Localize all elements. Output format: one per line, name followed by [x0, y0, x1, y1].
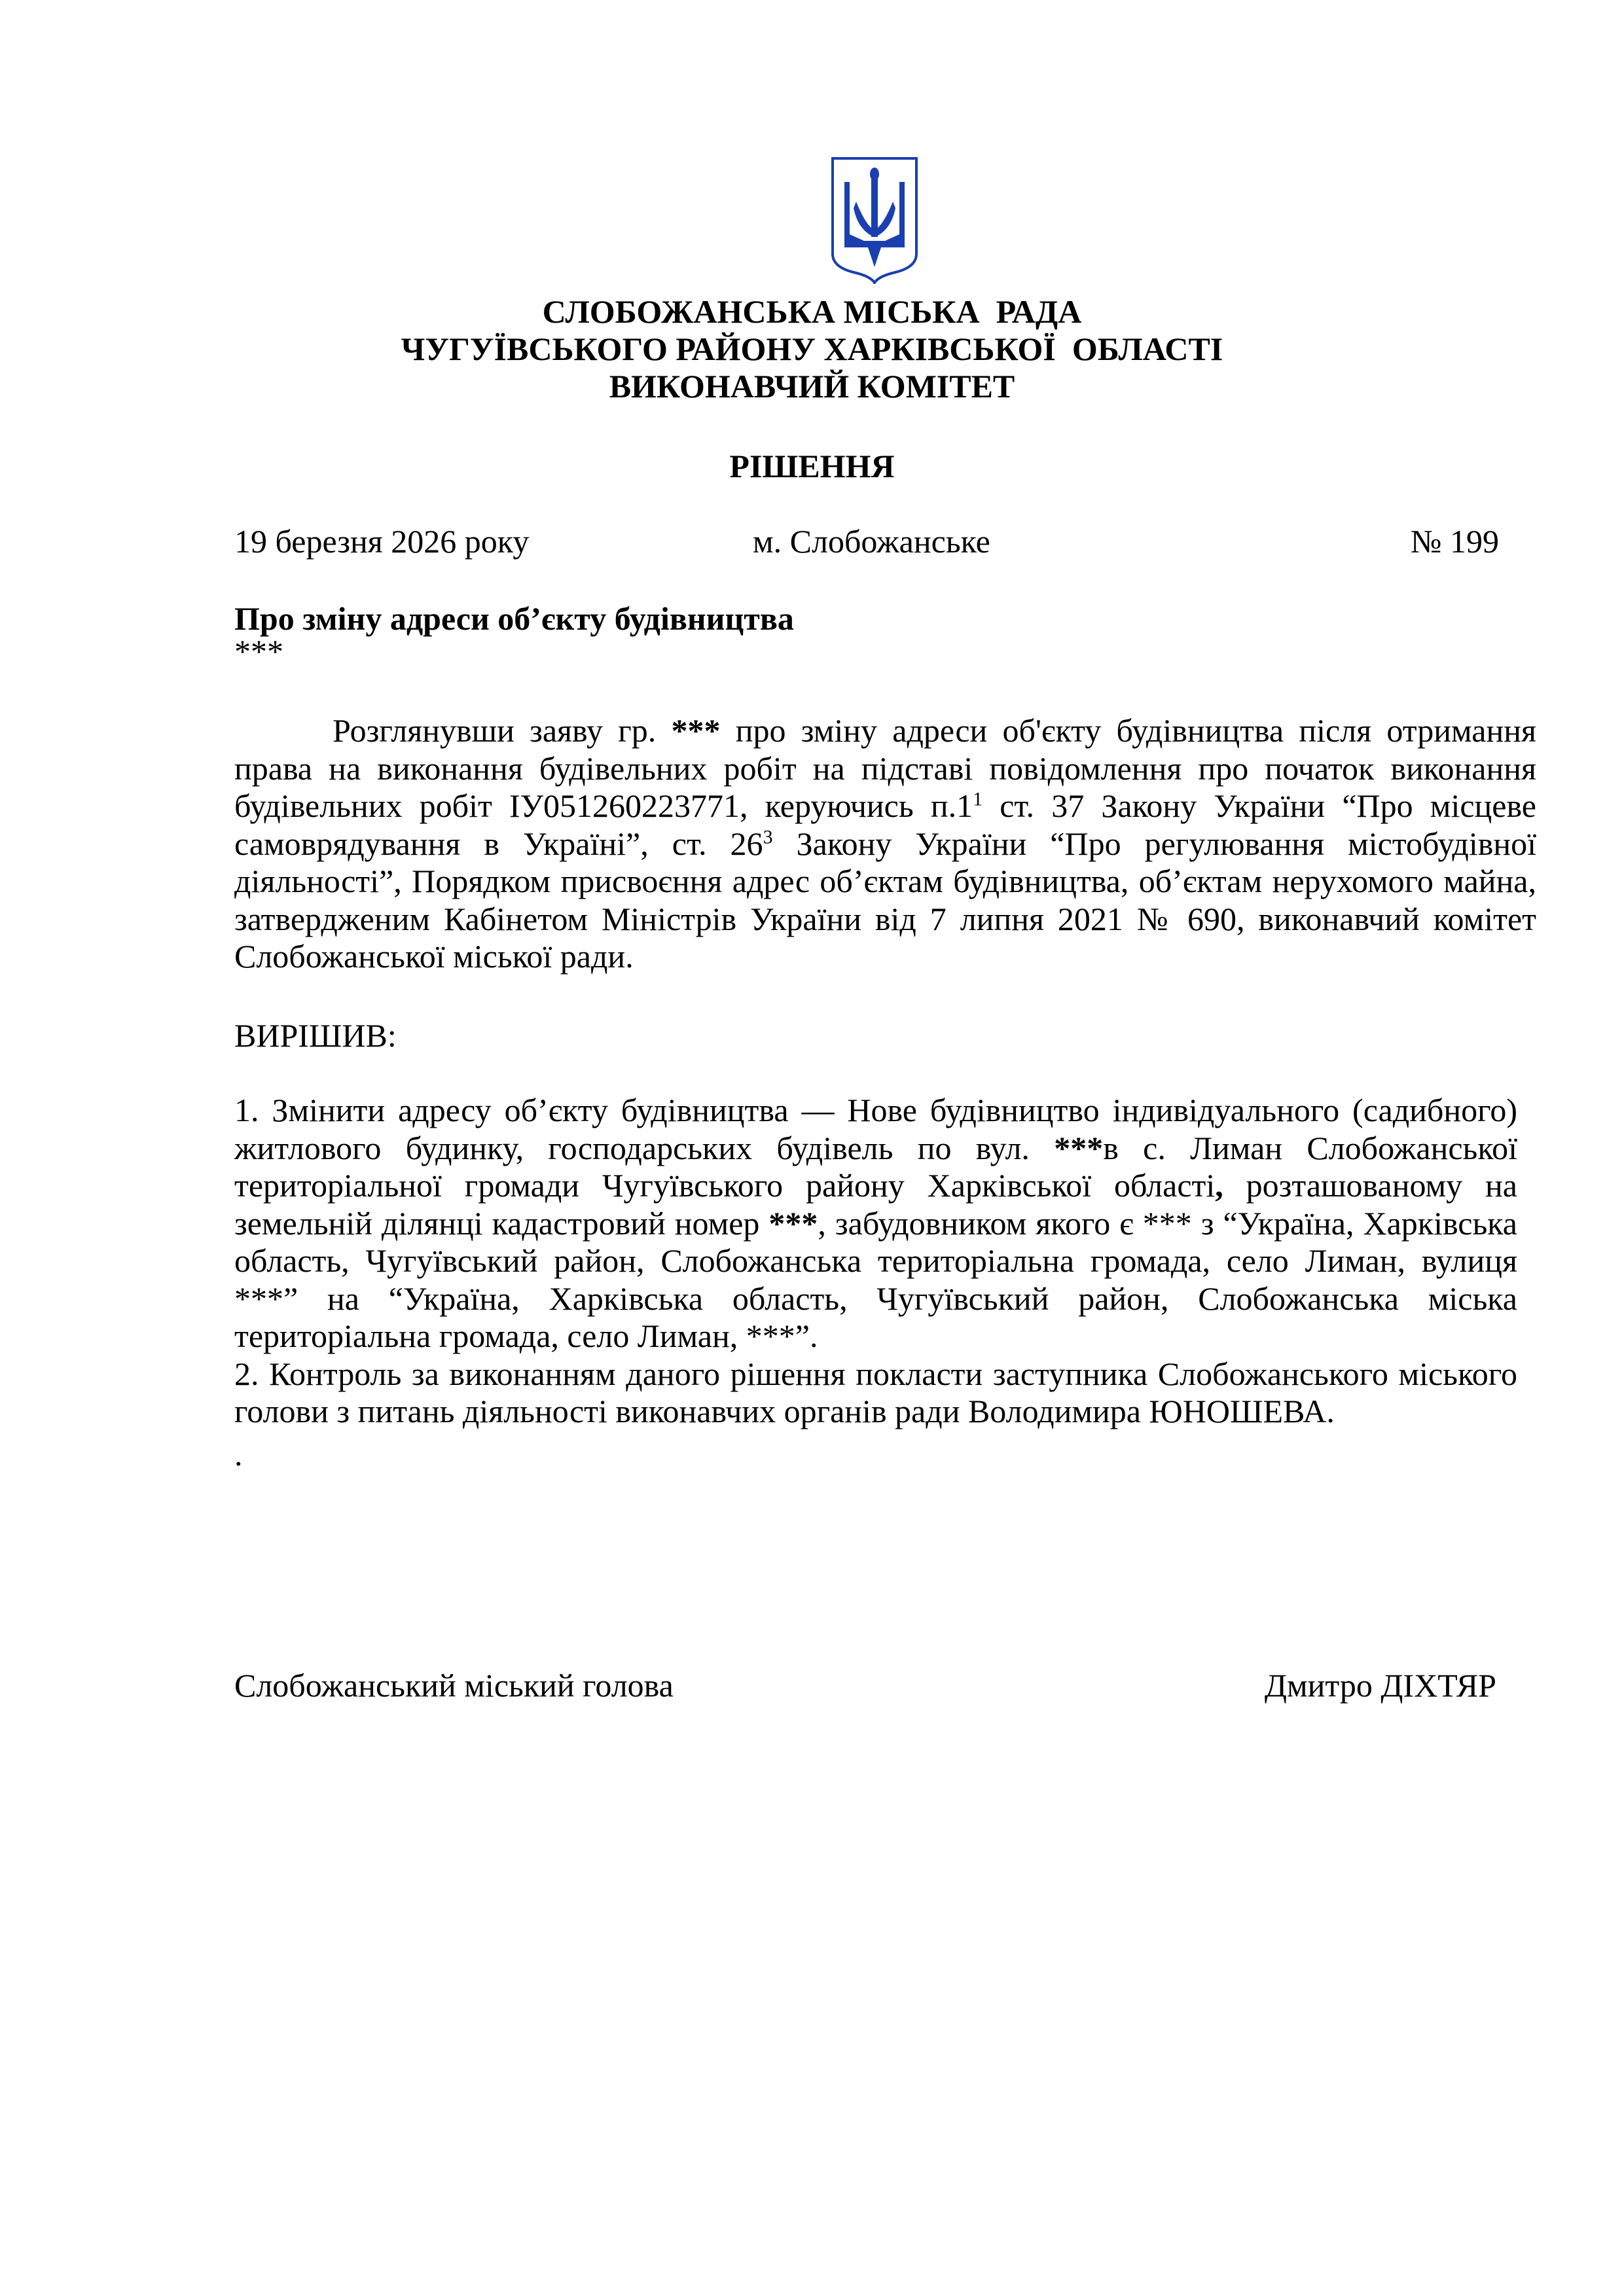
item-text: ,: [1215, 1167, 1223, 1204]
decision-item-2: 2. Контроль за виконанням даного рішення покласти заступника Слобожанського міського голови з питань діяльності виконавчих органів ради Володимира ЮНОШЕВА.: [234, 1355, 1517, 1429]
preamble-text: Розглянувши заяву гр.: [333, 712, 672, 749]
item-text: в с. Лиман Слобожанської територіальної громади Чугуївського району Харківської області: [234, 1129, 1517, 1204]
subject-sub: ***: [234, 633, 283, 670]
document-date: 19 березня 2026 року: [234, 523, 530, 560]
decision-item-1: [234, 1092, 1517, 1355]
preamble-text: Закону України “Про регулювання містобудівної діяльності”, Порядком присвоєння адрес об’єктам будівництва, об’єктам нерухомого майна, затвердженим Кабінетом Міністрів України від 7 липня 2021 № 690, виконавчий комітет Слобожанської міської ради.: [234, 825, 1536, 975]
decision-items: [234, 1092, 1517, 1473]
preamble-paragraph: [234, 712, 1536, 976]
item-text: , забудовником якого є *** з “Україна, Харківська область, Чугуївський район, Слобожанська територіальна громада, село Лиман, вулиця ***” на “Україна, Харківська область, Чугуївський район, Слобожанська міська територіальна громада, село Лиман, ***”.: [234, 1204, 1518, 1354]
item-text: розташованому на земельній ділянці кадастровий номер: [234, 1167, 1517, 1242]
header-line-3: ВИКОНАВЧИЙ КОМІТЕТ: [609, 368, 1015, 404]
superscript: 3: [763, 825, 773, 848]
document-type: РІШЕННЯ: [729, 448, 895, 484]
cadastral-number: ***: [768, 1204, 818, 1242]
preamble-text: про зміну адреси об'єкту будівництва після отримання права на виконання будівельних робіт на підставі повідомлення про початок виконання будівельних робіт ІУ051260223771, керуючись п.1: [234, 712, 1536, 824]
header-line-2: ЧУГУЇВСЬКОГО РАЙОНУ ХАРКІВСЬКОЇ ОБЛАСТІ: [401, 331, 1223, 367]
document-number: № 199: [1410, 523, 1499, 560]
trailing-dot: .: [234, 1435, 243, 1473]
street-name: ***: [1054, 1129, 1104, 1166]
decided-heading: ВИРІШИВ:: [234, 1017, 397, 1054]
header-line-1: СЛОБОЖАНСЬКА МІСЬКА РАДА: [542, 293, 1082, 330]
superscript: 1: [973, 788, 983, 810]
subject-title: Про зміну адреси об’єкту будівництва: [234, 600, 794, 637]
preamble-text: ст. 37 Закону України “Про місцеве самоврядування в Україні”, ст. 26: [234, 787, 1536, 862]
document-place: м. Слобожанське: [753, 523, 990, 560]
coat-of-arms-emblem: [830, 156, 919, 284]
council-name: [0, 293, 1624, 405]
signature-name: Дмитро ДІХТЯР: [1264, 1667, 1496, 1704]
signature-position: Слобожанський міський голова: [234, 1667, 674, 1704]
applicant-name: ***: [671, 712, 721, 749]
item-text: 1. Змінити адресу об’єкту будівництва — Нове будівництво індивідуального (садибного) житлового будинку, господарських будівель по вул.: [234, 1092, 1517, 1166]
